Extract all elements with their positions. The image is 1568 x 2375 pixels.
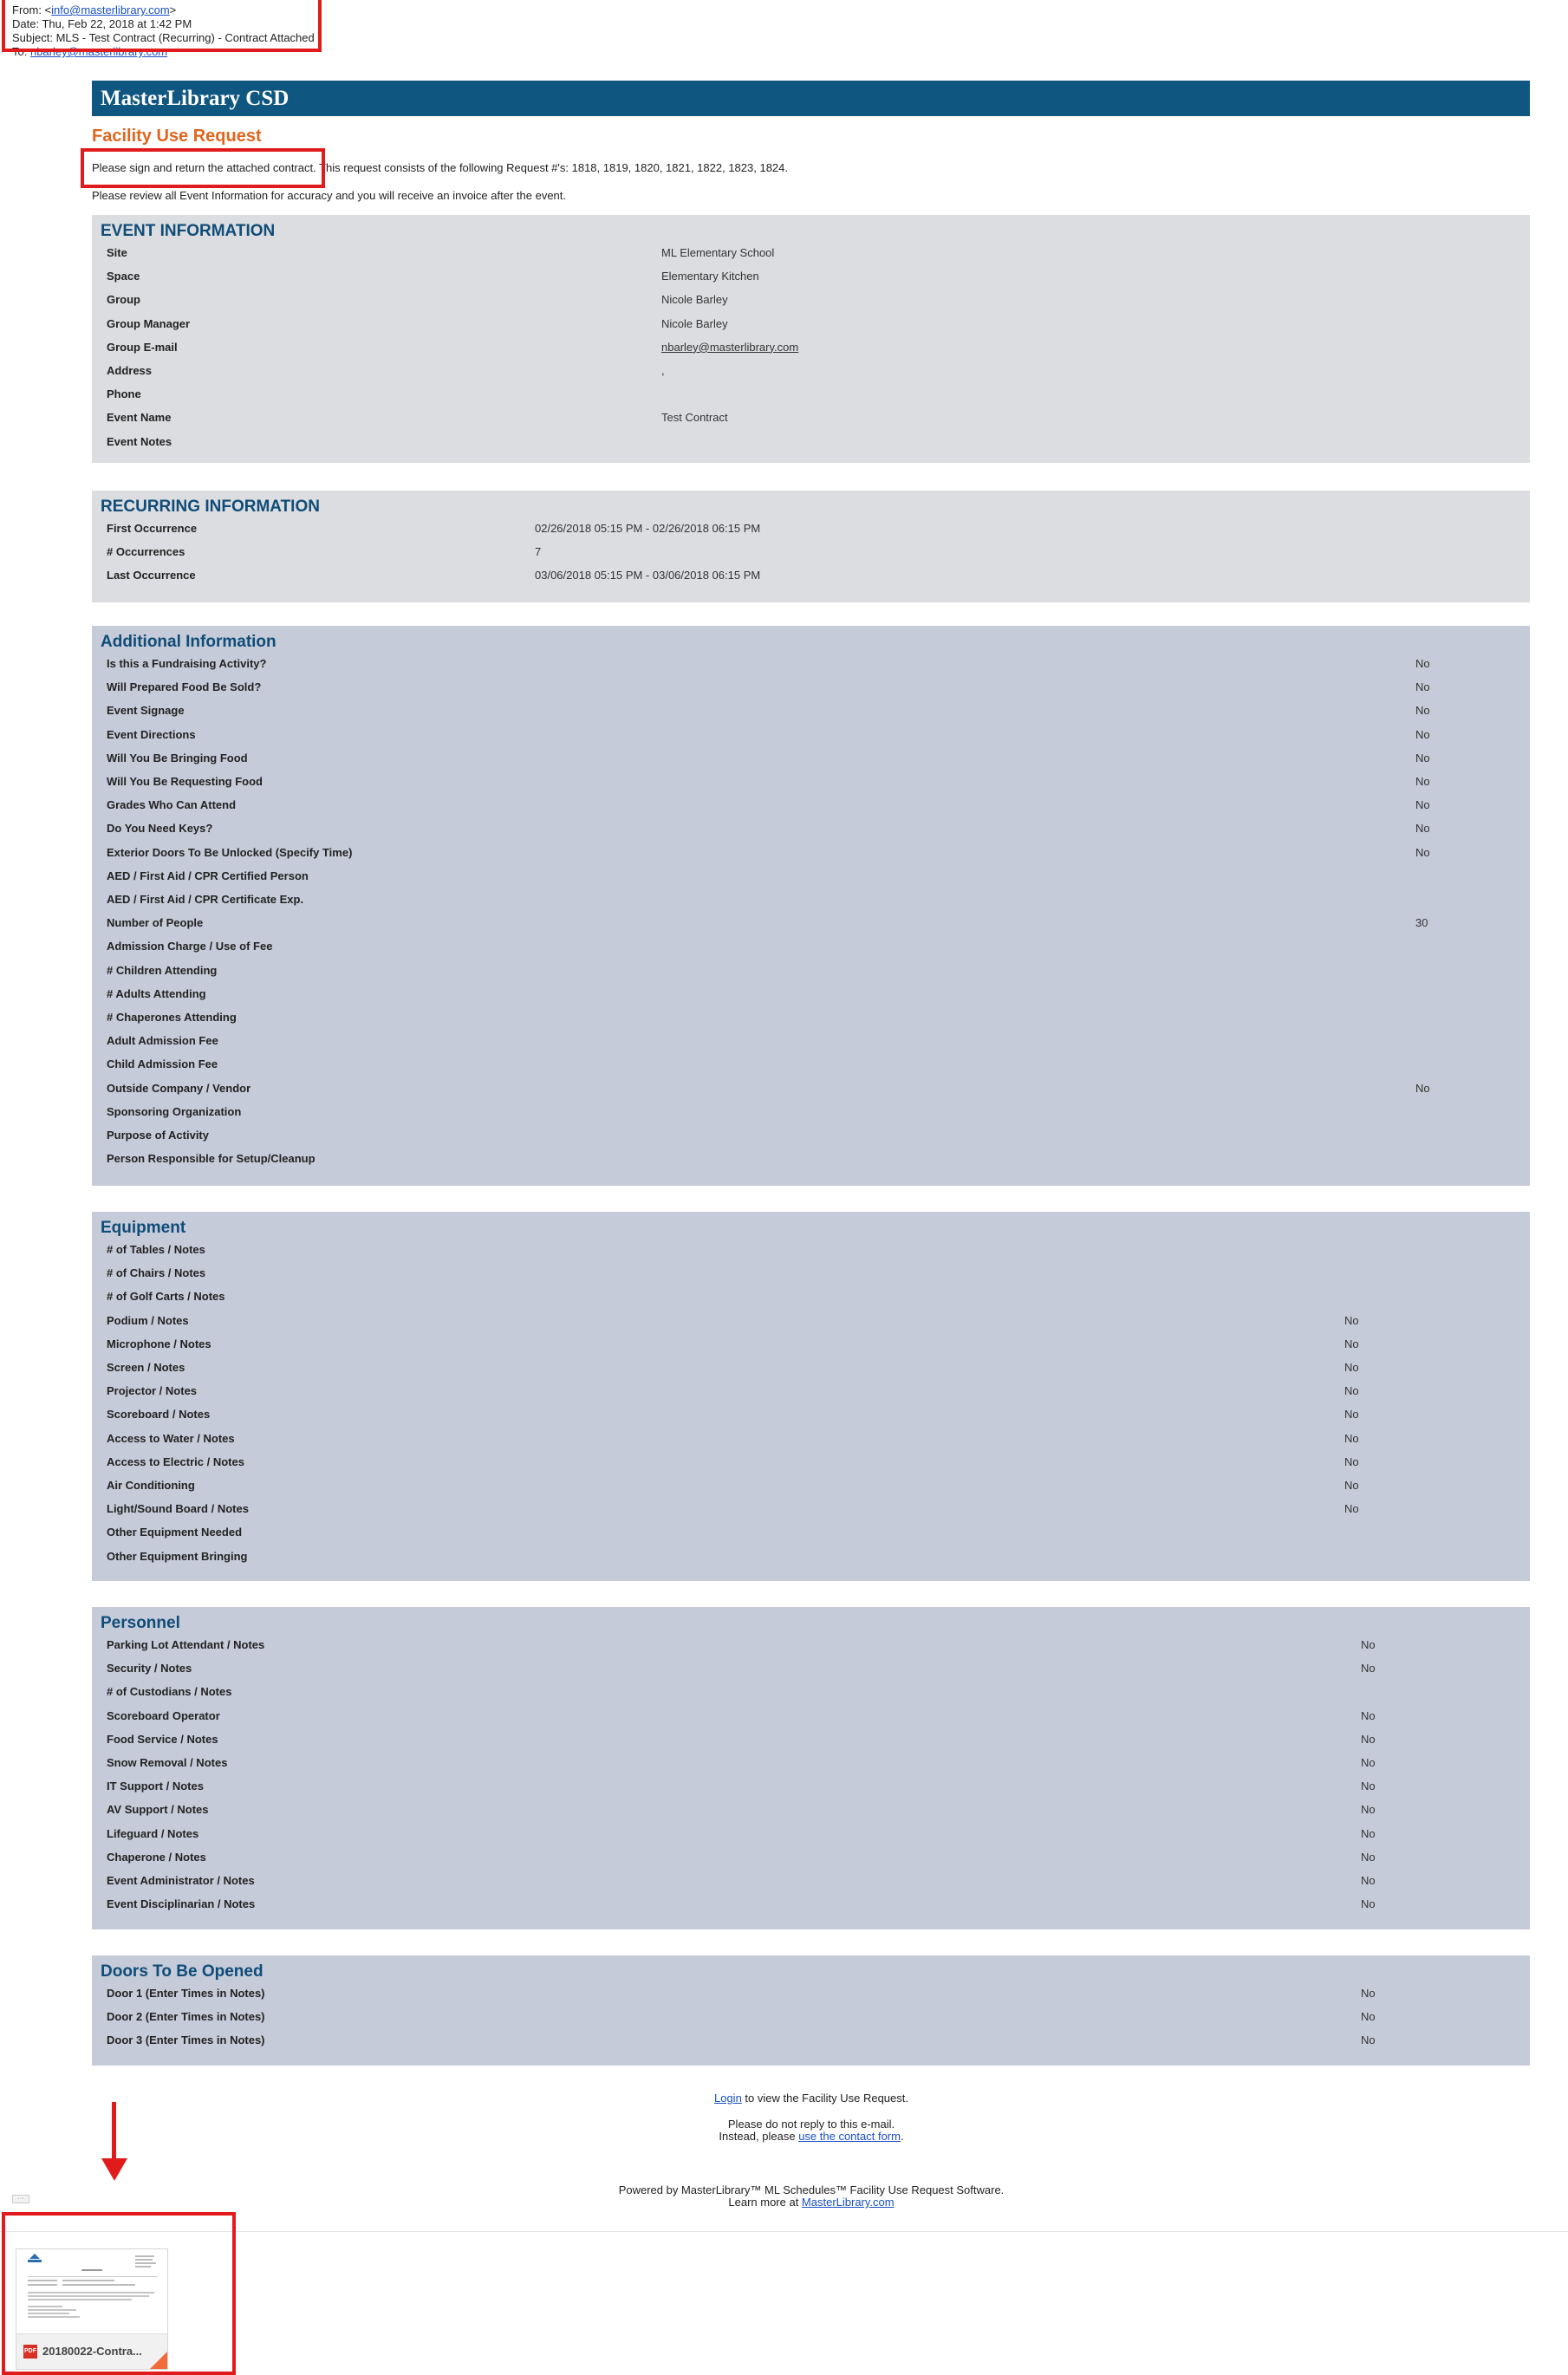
from-close: >	[169, 3, 177, 16]
personnel-row	[107, 1756, 1530, 1773]
row-value: No	[1415, 775, 1430, 788]
banner: MasterLibrary CSD	[92, 81, 1530, 116]
additional-info-row	[107, 987, 1530, 1005]
row-value: ,	[661, 364, 665, 377]
no-reply-line: Please do not reply to this e-mail.	[727, 2118, 895, 2131]
row-value: No	[1361, 1732, 1376, 1746]
additional-info-row	[107, 1011, 1530, 1028]
row-value: No	[1344, 1431, 1359, 1445]
login-suffix: to view the Facility Use Request.	[741, 2092, 908, 2105]
event-info-row	[107, 293, 1530, 310]
event-info-row	[107, 270, 1530, 287]
row-label: Adult Admission Fee	[107, 1034, 218, 1048]
row-label: # of Chairs / Notes	[107, 1266, 206, 1280]
row-label: # Adults Attending	[107, 986, 206, 1000]
row-value: No	[1415, 704, 1430, 718]
row-label: # of Tables / Notes	[107, 1243, 205, 1256]
row-value: No	[1361, 2010, 1376, 2024]
row-label: Outside Company / Vendor	[107, 1081, 251, 1095]
row-value: 03/06/2018 05:15 PM - 03/06/2018 06:15 PM	[535, 569, 761, 582]
event-info-row	[107, 435, 1530, 452]
row-label: Will You Be Bringing Food	[107, 751, 248, 765]
additional-info-row	[107, 680, 1530, 698]
pdf-icon: PDF	[23, 2345, 37, 2359]
header-highlight-box	[2, 0, 322, 52]
event-info-row	[107, 246, 1530, 264]
equipment-row	[107, 1479, 1530, 1496]
row-label: Last Occurrence	[107, 569, 196, 582]
row-label: Group Manager	[107, 316, 191, 330]
to-label: To:	[12, 45, 30, 58]
row-label: Phone	[107, 387, 141, 401]
row-value: No	[1344, 1454, 1359, 1468]
row-label: IT Support / Notes	[107, 1780, 204, 1793]
row-value: No	[1361, 1708, 1376, 1722]
row-label: AV Support / Notes	[107, 1803, 209, 1817]
row-label: Door 1 (Enter Times in Notes)	[107, 1987, 265, 2000]
additional-info-row	[107, 940, 1530, 957]
row-label: # Children Attending	[107, 963, 218, 977]
row-value: No	[1415, 1081, 1430, 1095]
personnel-row	[107, 1851, 1530, 1868]
row-label: Will You Be Requesting Food	[107, 775, 263, 788]
row-label: Sponsoring Organization	[107, 1104, 242, 1118]
row-value: No	[1361, 1662, 1376, 1676]
personnel-title: Personnel	[101, 1614, 180, 1632]
event-info-row	[107, 411, 1530, 428]
row-value: No	[1344, 1361, 1359, 1374]
date-line: Date: Thu, Feb 22, 2018 at 1:42 PM	[12, 17, 192, 30]
row-value: No	[1361, 1826, 1376, 1840]
additional-info-row	[107, 798, 1530, 816]
group-email-link[interactable]: nbarley@masterlibrary.com	[661, 340, 799, 354]
recurring-information-section	[92, 491, 1530, 602]
equipment-row	[107, 1502, 1530, 1519]
equipment-title: Equipment	[101, 1219, 186, 1237]
row-label: Event Directions	[107, 727, 196, 741]
page-title: Facility Use Request	[92, 127, 262, 146]
row-value: No	[1415, 751, 1430, 765]
event-info-row	[107, 387, 1530, 405]
additional-info-row	[107, 775, 1530, 792]
row-label: Scoreboard / Notes	[107, 1408, 211, 1422]
row-value: No	[1415, 822, 1430, 836]
row-label: Podium / Notes	[107, 1313, 189, 1327]
additional-info-row	[107, 1034, 1530, 1051]
row-label: Space	[107, 270, 140, 283]
additional-info-row	[107, 916, 1530, 934]
row-label: Do You Need Keys?	[107, 822, 213, 836]
row-value: No	[1415, 727, 1430, 741]
personnel-row	[107, 1803, 1530, 1820]
personnel-row	[107, 1733, 1530, 1750]
masterlibrary-link[interactable]: MasterLibrary.com	[801, 2196, 895, 2209]
row-value: No	[1361, 1874, 1376, 1887]
row-value: No	[1361, 2033, 1376, 2047]
row-label: Snow Removal / Notes	[107, 1756, 228, 1769]
row-value: No	[1344, 1384, 1359, 1398]
event-info-row	[107, 341, 1530, 358]
additional-info-row	[107, 1057, 1530, 1075]
row-label: Event Notes	[107, 434, 172, 448]
row-value: ML Elementary School	[661, 246, 775, 259]
equipment-row	[107, 1526, 1530, 1543]
additional-info-row	[107, 893, 1530, 910]
additional-info-row	[107, 1082, 1530, 1099]
doors-row	[107, 2033, 1530, 2051]
row-label: Door 3 (Enter Times in Notes)	[107, 2033, 265, 2047]
show-trimmed-content-button[interactable]: ···	[12, 2195, 29, 2203]
row-value: No	[1344, 1408, 1359, 1422]
row-label: Exterior Doors To Be Unlocked (Specify Time)	[107, 845, 353, 859]
review-note: Please review all Event Information for accuracy and you will receive an invoice after the event.	[92, 189, 566, 202]
row-value: No	[1361, 1897, 1376, 1911]
row-label: Microphone / Notes	[107, 1337, 211, 1350]
row-value: No	[1344, 1337, 1359, 1350]
row-value: No	[1415, 798, 1430, 812]
recurring-info-row	[107, 569, 1530, 586]
doors-title: Doors To Be Opened	[101, 1962, 264, 1981]
additional-info-row	[107, 1152, 1530, 1169]
event-info-row	[107, 317, 1530, 335]
row-label: Light/Sound Board / Notes	[107, 1502, 249, 1516]
personnel-row	[107, 1827, 1530, 1845]
row-label: Grades Who Can Attend	[107, 798, 237, 812]
row-label: Scoreboard Operator	[107, 1708, 220, 1722]
row-label: Number of People	[107, 916, 204, 930]
row-label: Parking Lot Attendant / Notes	[107, 1638, 265, 1651]
row-label: Person Responsible for Setup/Cleanup	[107, 1152, 316, 1166]
recurring-info-row	[107, 522, 1530, 539]
row-label: Access to Electric / Notes	[107, 1454, 244, 1468]
contact-form-link[interactable]: use the contact form	[798, 2130, 901, 2143]
annotation-arrow-icon	[101, 2158, 127, 2181]
row-label: Access to Water / Notes	[107, 1431, 235, 1445]
additional-info-row	[107, 1129, 1530, 1146]
equipment-row	[107, 1384, 1530, 1402]
row-label: AED / First Aid / CPR Certificate Exp.	[107, 893, 304, 906]
row-value: Elementary Kitchen	[661, 270, 759, 283]
row-label: # Chaperones Attending	[107, 1011, 237, 1024]
doors-row	[107, 1987, 1530, 2004]
doors-section	[92, 1955, 1530, 2066]
row-value: 7	[535, 545, 542, 559]
row-value: No	[1361, 1850, 1376, 1864]
row-value: No	[1415, 845, 1430, 859]
row-label: Purpose of Activity	[107, 1129, 209, 1142]
personnel-section	[92, 1607, 1530, 1929]
instead-line	[0, 2130, 1568, 2143]
row-value: 02/26/2018 05:15 PM - 02/26/2018 06:15 PM	[535, 522, 761, 535]
row-value: Test Contract	[661, 411, 728, 425]
row-label: Is this a Fundraising Activity?	[107, 657, 267, 670]
doors-row	[107, 2010, 1530, 2027]
row-value: No	[1415, 680, 1430, 694]
personnel-row	[107, 1709, 1530, 1727]
personnel-row	[107, 1662, 1530, 1679]
row-label: Event Signage	[107, 704, 185, 718]
row-value: No	[1361, 1780, 1376, 1793]
row-label: Event Name	[107, 411, 172, 425]
row-value: No	[1415, 657, 1430, 670]
additional-information-title: Additional Information	[101, 633, 277, 651]
equipment-row	[107, 1432, 1530, 1449]
recurring-info-row	[107, 545, 1530, 563]
equipment-row	[107, 1243, 1530, 1260]
row-value: No	[1344, 1313, 1359, 1327]
additional-info-row	[107, 657, 1530, 674]
row-label: # Occurrences	[107, 545, 185, 559]
event-info-row	[107, 364, 1530, 381]
additional-info-row	[107, 752, 1530, 769]
additional-info-row	[107, 728, 1530, 745]
instead-prefix: Instead, please	[719, 2130, 799, 2143]
row-value: No	[1344, 1502, 1359, 1516]
personnel-row	[107, 1780, 1530, 1797]
row-label: Event Administrator / Notes	[107, 1874, 255, 1887]
from-email-link[interactable]: info@masterlibrary.com	[51, 3, 170, 16]
row-label: Chaperone / Notes	[107, 1850, 206, 1864]
equipment-row	[107, 1455, 1530, 1473]
row-label: Other Equipment Needed	[107, 1526, 243, 1539]
row-label: AED / First Aid / CPR Certified Person	[107, 869, 309, 882]
row-label: Address	[107, 364, 153, 377]
row-label: Site	[107, 246, 127, 259]
row-label: Projector / Notes	[107, 1384, 198, 1398]
additional-information-section	[92, 626, 1530, 1186]
row-value: No	[1361, 1756, 1376, 1769]
additional-info-row	[107, 964, 1530, 981]
instead-suffix: .	[900, 2130, 904, 2143]
row-label: First Occurrence	[107, 522, 198, 535]
equipment-row	[107, 1408, 1530, 1425]
row-label: Will Prepared Food Be Sold?	[107, 680, 262, 694]
additional-info-row	[107, 704, 1530, 721]
learn-prefix: Learn more at	[728, 2196, 802, 2209]
login-link[interactable]: Login	[713, 2092, 742, 2105]
equipment-row	[107, 1337, 1530, 1355]
row-label: Group	[107, 293, 140, 307]
row-value: 30	[1415, 916, 1428, 930]
row-value: No	[1361, 1987, 1376, 2000]
equipment-row	[107, 1290, 1530, 1307]
recurring-information-title: RECURRING INFORMATION	[101, 498, 320, 516]
row-value: Nicole Barley	[661, 316, 728, 330]
row-value: No	[1361, 1638, 1376, 1651]
row-label: Air Conditioning	[107, 1479, 195, 1492]
event-information-section	[92, 215, 1530, 463]
personnel-row	[107, 1897, 1530, 1915]
row-label: Door 2 (Enter Times in Notes)	[107, 2010, 265, 2024]
row-label: Other Equipment Bringing	[107, 1549, 248, 1563]
additional-info-row	[107, 869, 1530, 887]
annotation-arrow-shaft	[112, 2102, 116, 2161]
equipment-section	[92, 1212, 1530, 1581]
personnel-row	[107, 1638, 1530, 1656]
row-label: Screen / Notes	[107, 1361, 185, 1374]
row-label: Admission Charge / Use of Fee	[107, 940, 273, 953]
row-label: # of Golf Carts / Notes	[107, 1290, 225, 1304]
attachment-highlight-box	[2, 2212, 236, 2375]
intro-highlight-box	[81, 148, 325, 188]
row-label: Child Admission Fee	[107, 1057, 218, 1071]
additional-info-row	[107, 846, 1530, 863]
equipment-row	[107, 1361, 1530, 1378]
attachment-filename: 20180022-Contra...	[42, 2345, 142, 2358]
equipment-row	[107, 1266, 1530, 1284]
row-value: No	[1361, 1803, 1376, 1817]
row-label: Food Service / Notes	[107, 1732, 218, 1746]
row-label: Security / Notes	[107, 1662, 192, 1676]
additional-info-row	[107, 822, 1530, 839]
login-line	[0, 2092, 1568, 2105]
event-information-title: EVENT INFORMATION	[101, 222, 276, 240]
additional-info-row	[107, 1105, 1530, 1122]
intro-text: Please sign and return the attached contract. This request consists of the following Request #'s: 1818, 1819, 1820, 1821, 1822, 1823, 1824.	[92, 161, 789, 174]
row-value: No	[1344, 1479, 1359, 1492]
equipment-row	[107, 1550, 1530, 1567]
row-label: Event Disciplinarian / Notes	[107, 1897, 256, 1911]
row-label: # of Custodians / Notes	[107, 1685, 232, 1699]
row-value: Nicole Barley	[661, 293, 728, 307]
equipment-row	[107, 1314, 1530, 1331]
personnel-row	[107, 1874, 1530, 1891]
row-label: Group E-mail	[107, 340, 178, 354]
powered-by-line: Powered by MasterLibrary™ ML Schedules™ Facility Use Request Software.	[618, 2183, 1005, 2196]
from-label: From: <	[12, 3, 52, 16]
personnel-row	[107, 1685, 1530, 1702]
to-email-link[interactable]: nbarley@masterlibrary.com	[29, 45, 168, 58]
subject-line: Subject: MLS - Test Contract (Recurring) - Contract Attached	[12, 31, 315, 44]
row-label: Lifeguard / Notes	[107, 1826, 199, 1840]
learn-more-line	[0, 2196, 1568, 2209]
